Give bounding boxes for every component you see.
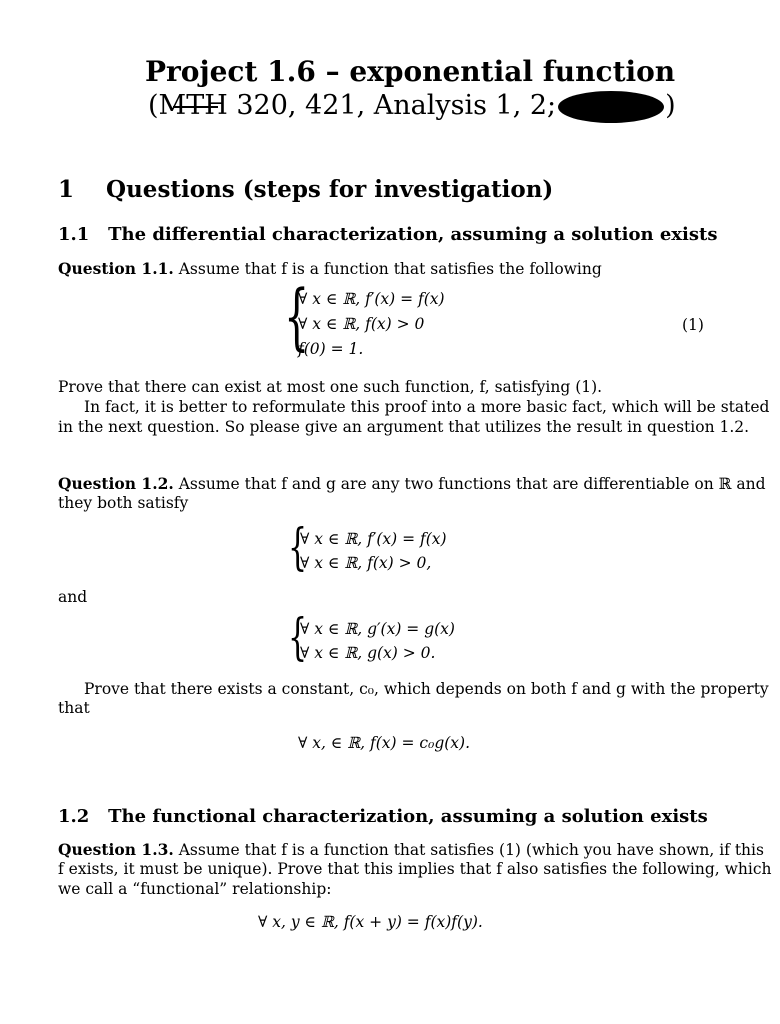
section-heading <box>58 176 553 203</box>
subsection-heading-1-1 <box>58 224 717 245</box>
left-brace: { <box>288 518 308 576</box>
equation-system-f <box>288 518 488 578</box>
paragraph: In fact, it is better to reformulate this proof into a more basic fact, which will be stated <box>84 398 770 416</box>
equation-label: (1) <box>682 316 704 334</box>
left-brace: { <box>284 274 310 358</box>
question-text: Assume that f and g are any two functions that are differentiable on ℝ and <box>178 475 766 493</box>
equation-system-1 <box>284 274 484 366</box>
section-title: Questions (steps for investigation) <box>106 176 554 203</box>
subsection-title: The functional characterization, assuming a solution exists <box>108 806 708 827</box>
paragraph: they both satisfy <box>58 494 189 512</box>
subtitle-course-list: 320, 421, Analysis 1, 2; <box>227 90 557 121</box>
document-subtitle <box>148 90 676 123</box>
question-1-2-intro <box>58 474 766 493</box>
question-1-1-intro <box>58 259 602 278</box>
question-text: Assume that f is a function that satisfies the following <box>178 260 602 278</box>
question-text: Assume that f is a function that satisfies (1) (which you have shown, if this <box>178 841 764 859</box>
paragraph: in the next question. So please give an argument that utilizes the result in question 1.2. <box>58 418 750 436</box>
subsection-number: 1.2 <box>58 806 90 827</box>
subtitle-open-paren: ( <box>148 90 159 121</box>
paragraph: f exists, it must be unique). Prove that this implies that f also satisfies the following, which <box>58 860 772 878</box>
subsection-title: The differential characterization, assuming a solution exists <box>108 224 718 245</box>
paragraph: Prove that there exists a constant, c₀, which depends on both f and g with the property <box>84 680 769 698</box>
equation-line: ∀ x ∈ ℝ, f(x) > 0 <box>298 315 425 333</box>
display-equation: ∀ x, ∈ ℝ, f(x) = c₀g(x). <box>298 734 471 752</box>
document-title: Project 1.6 – exponential function <box>145 55 676 88</box>
question-1-3-intro <box>58 840 764 859</box>
conjunction: and <box>58 588 88 606</box>
subsection-heading-1-2 <box>58 806 708 827</box>
equation-line: ∀ x ∈ ℝ, f′(x) = f(x) <box>300 530 447 548</box>
equation-line: ∀ x ∈ ℝ, g(x) > 0. <box>300 644 436 662</box>
subtitle-course-prefix: MTH <box>158 90 228 121</box>
section-number: 1 <box>58 176 75 203</box>
subsection-number: 1.1 <box>58 224 90 245</box>
question-label: Question 1.3. <box>58 840 174 859</box>
equation-line: ∀ x ∈ ℝ, f(x) > 0, <box>300 554 432 572</box>
question-label: Question 1.2. <box>58 474 174 493</box>
paragraph: that <box>58 699 90 717</box>
display-equation: ∀ x, y ∈ ℝ, f(x + y) = f(x)f(y). <box>258 913 483 931</box>
left-brace: { <box>288 608 308 666</box>
paragraph: Prove that there can exist at most one such function, f, satisfying (1). <box>58 378 603 396</box>
question-label: Question 1.1. <box>58 259 174 278</box>
subtitle-close-paren: ) <box>665 90 676 121</box>
paragraph: we call a “functional” relationship: <box>58 880 332 898</box>
equation-system-g <box>288 608 488 668</box>
redaction-mark <box>558 91 664 123</box>
equation-line: ∀ x ∈ ℝ, f′(x) = f(x) <box>298 290 445 308</box>
equation-line: f(0) = 1. <box>298 340 364 358</box>
equation-line: ∀ x ∈ ℝ, g′(x) = g(x) <box>300 620 455 638</box>
